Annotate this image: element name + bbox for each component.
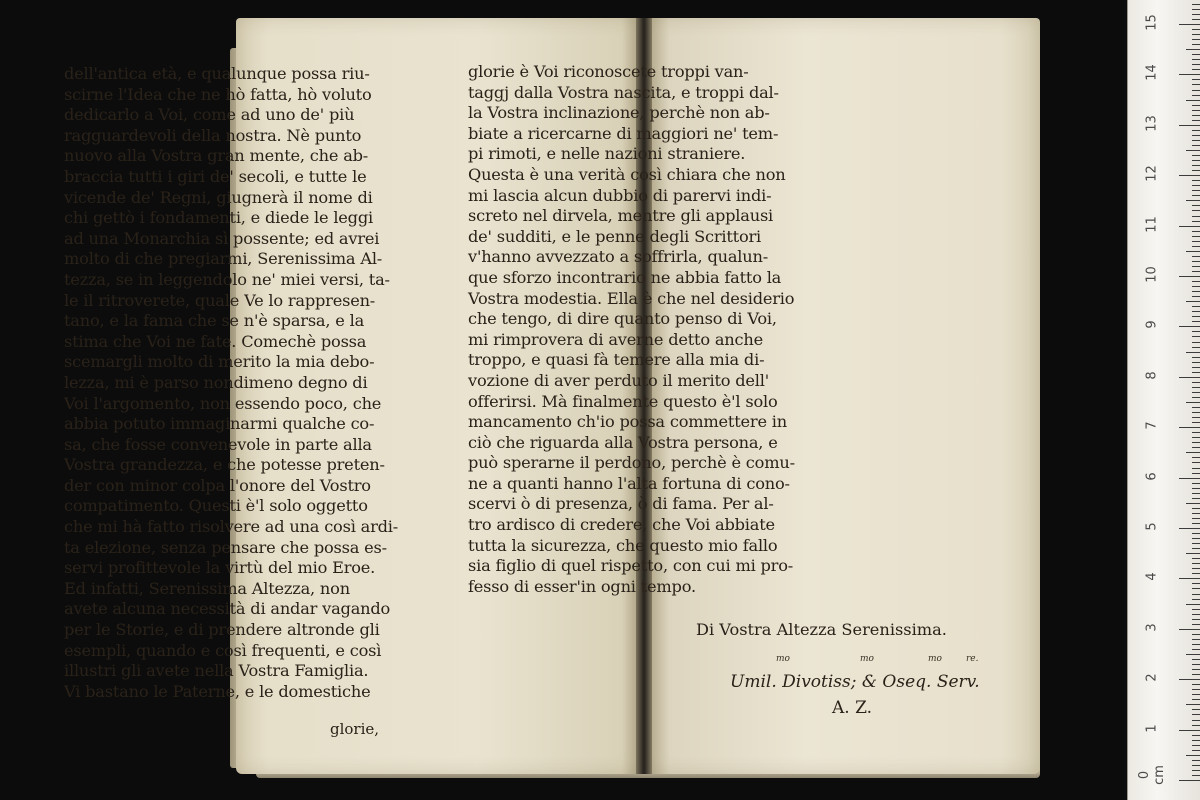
ruler-tick xyxy=(1192,422,1200,423)
ruler-tick xyxy=(1179,629,1200,630)
ruler-number: 6 xyxy=(1144,471,1160,481)
ruler-number: 11 xyxy=(1144,215,1160,233)
ruler-tick xyxy=(1192,367,1200,368)
text-line: ragguardevoli della nostra. Nè punto xyxy=(64,125,362,145)
ruler-tick xyxy=(1179,377,1200,378)
ruler-tick xyxy=(1192,210,1200,211)
ruler-tick xyxy=(1192,634,1200,635)
text-line: vozione di aver perduto il merito dell' xyxy=(468,370,769,390)
ruler-tick xyxy=(1192,538,1200,539)
ruler-number: 10 xyxy=(1144,266,1160,283)
ruler-tick xyxy=(1192,34,1200,35)
text-line: que sforzo incontrario ne abbia fatto la xyxy=(468,267,782,287)
ruler-tick xyxy=(1192,740,1200,741)
ruler-tick xyxy=(1192,548,1200,549)
ruler-tick xyxy=(1192,447,1200,448)
ruler-tick xyxy=(1192,518,1200,519)
text-line: Vi bastano le Paterne, e le domestiche xyxy=(64,681,371,701)
ruler-tick xyxy=(1192,170,1200,171)
ruler-tick xyxy=(1192,95,1200,96)
ruler-tick xyxy=(1192,190,1200,191)
ruler-tick xyxy=(1192,694,1200,695)
ruler-tick xyxy=(1192,296,1200,297)
ruler-tick xyxy=(1192,533,1200,534)
ruler-tick xyxy=(1192,407,1200,408)
text-line: esempli, quando e così frequenti, e così xyxy=(64,640,382,660)
ruler-tick xyxy=(1192,79,1200,80)
ruler-tick xyxy=(1186,150,1200,151)
ruler-tick xyxy=(1192,241,1200,242)
ruler-tick xyxy=(1192,558,1200,559)
ruler-tick xyxy=(1192,165,1200,166)
ruler-tick xyxy=(1192,331,1200,332)
text-line: che mi hà fatto risolvere ad una così ardi- xyxy=(64,517,399,537)
ruler-tick xyxy=(1192,286,1200,287)
ruler-unit-label: 0 cm xyxy=(1137,765,1167,785)
left-page-text xyxy=(64,64,399,702)
ruler-tick xyxy=(1192,442,1200,443)
ruler-tick xyxy=(1192,720,1200,721)
ruler-tick xyxy=(1192,236,1200,237)
ruler-tick xyxy=(1192,659,1200,660)
signature-superscript: re. xyxy=(966,654,979,664)
ruler-tick xyxy=(1186,301,1200,302)
ruler-tick xyxy=(1192,583,1200,584)
ruler-tick xyxy=(1192,488,1200,489)
text-line: le il ritroverete, quale Ve lo rappresen- xyxy=(64,290,376,310)
ruler-tick xyxy=(1192,664,1200,665)
ruler-tick xyxy=(1192,432,1200,433)
ruler-tick xyxy=(1192,205,1200,206)
ruler-tick xyxy=(1179,24,1200,25)
text-line: Vostra modestia. Ella è che nel desiderio xyxy=(468,288,795,308)
text-line: chi gettò i fondamenti, e diede le leggi xyxy=(64,208,373,228)
ruler-tick xyxy=(1179,74,1200,75)
ruler-tick xyxy=(1192,412,1200,413)
ruler-tick xyxy=(1192,372,1200,373)
ruler-tick xyxy=(1192,619,1200,620)
right-page-text xyxy=(468,62,798,597)
ruler-tick xyxy=(1192,120,1200,121)
text-line: dedicarlo a Voi, come ad uno de' più xyxy=(64,105,355,125)
text-line: taggj dalla Vostra nascita, e troppi dal- xyxy=(468,82,779,102)
ruler-tick xyxy=(1192,770,1200,771)
text-line: de' sudditi, e le penne degli Scrittori xyxy=(468,226,762,246)
ruler-tick xyxy=(1192,699,1200,700)
ruler-tick xyxy=(1192,644,1200,645)
ruler-tick xyxy=(1192,468,1200,469)
text-line: braccia tutti i giri de' secoli, e tutte le xyxy=(64,166,367,186)
ruler-tick xyxy=(1192,4,1200,5)
ruler-tick xyxy=(1192,563,1200,564)
ruler-tick xyxy=(1186,604,1200,605)
ruler-tick xyxy=(1186,200,1200,201)
ruler-tick xyxy=(1192,498,1200,499)
ruler-tick xyxy=(1192,437,1200,438)
text-line: ad una Monarchia sì possente; ed avrei xyxy=(64,228,380,248)
ruler-tick xyxy=(1192,90,1200,91)
ruler-tick xyxy=(1186,654,1200,655)
ruler-tick xyxy=(1192,115,1200,116)
ruler-tick xyxy=(1192,745,1200,746)
text-line: ne a quanti hanno l'alta fortuna di cono- xyxy=(468,473,790,493)
ruler-tick xyxy=(1192,231,1200,232)
ruler-tick xyxy=(1192,256,1200,257)
ruler-tick xyxy=(1192,760,1200,761)
ruler-tick xyxy=(1192,180,1200,181)
text-line: troppo, e quasi fà temere alla mia di- xyxy=(468,350,765,370)
ruler-tick xyxy=(1192,29,1200,30)
ruler-tick xyxy=(1192,387,1200,388)
ruler-tick xyxy=(1192,347,1200,348)
ruler-tick xyxy=(1192,336,1200,337)
ruler-tick xyxy=(1192,382,1200,383)
ruler-tick xyxy=(1192,357,1200,358)
ruler-tick xyxy=(1192,84,1200,85)
ruler-tick xyxy=(1192,321,1200,322)
ruler-tick xyxy=(1192,306,1200,307)
measurement-ruler xyxy=(1127,0,1200,800)
ruler-tick xyxy=(1192,523,1200,524)
ruler-tick xyxy=(1192,775,1200,776)
ruler-tick xyxy=(1192,69,1200,70)
text-line: fesso di esser'in ogni tempo. xyxy=(468,576,696,596)
text-line: può sperarne il perdono, perchè è comu- xyxy=(468,453,795,473)
ruler-tick xyxy=(1179,276,1200,277)
ruler-tick xyxy=(1192,609,1200,610)
ruler-tick xyxy=(1192,145,1200,146)
ruler-tick xyxy=(1192,689,1200,690)
ruler-tick xyxy=(1192,639,1200,640)
ruler-tick xyxy=(1192,185,1200,186)
ruler-tick xyxy=(1192,599,1200,600)
ruler-tick xyxy=(1192,392,1200,393)
text-line: vicende de' Regni, giugnerà il nome di xyxy=(64,187,373,207)
ruler-tick xyxy=(1192,54,1200,55)
text-line: sia figlio di quel rispetto, con cui mi pro- xyxy=(468,556,794,576)
text-line: illustri gli avete nella Vostra Famiglia. xyxy=(64,661,369,681)
ruler-number: 15 xyxy=(1144,14,1160,31)
ruler-number: 14 xyxy=(1144,64,1160,82)
ruler-tick xyxy=(1179,125,1200,126)
ruler-tick xyxy=(1186,402,1200,403)
text-line: screto nel dirvela, mentre gli applausi xyxy=(468,206,774,226)
ruler-tick xyxy=(1192,669,1200,670)
ruler-tick xyxy=(1192,568,1200,569)
ruler-tick xyxy=(1192,342,1200,343)
text-line: ta elezione, senza pensare che possa es- xyxy=(64,537,387,557)
ruler-tick xyxy=(1192,39,1200,40)
text-line: Voi l'argomento, non essendo poco, che xyxy=(64,393,382,413)
ruler-tick xyxy=(1192,462,1200,463)
text-line: v'hanno avvezzato a soffrirla, qualun- xyxy=(468,247,768,267)
ruler-tick xyxy=(1192,105,1200,106)
ruler-tick xyxy=(1192,765,1200,766)
text-line: glorie è Voi riconoscete troppi van- xyxy=(468,62,749,81)
ruler-tick xyxy=(1179,175,1200,176)
ruler-tick xyxy=(1186,352,1200,353)
ruler-tick xyxy=(1192,261,1200,262)
ruler-number: 5 xyxy=(1144,522,1160,531)
ruler-tick xyxy=(1192,160,1200,161)
ruler-number: 13 xyxy=(1144,115,1160,132)
text-line: tano, e la fama che se n'è sparsa, e la xyxy=(64,311,365,331)
ruler-tick xyxy=(1192,140,1200,141)
ruler-tick xyxy=(1186,503,1200,504)
ruler-tick xyxy=(1192,9,1200,10)
ruler-tick xyxy=(1192,674,1200,675)
ruler-tick xyxy=(1192,44,1200,45)
ruler-tick xyxy=(1192,709,1200,710)
ruler-tick xyxy=(1192,130,1200,131)
ruler-tick xyxy=(1186,49,1200,50)
ruler-tick xyxy=(1179,578,1200,579)
text-line: mancamento ch'io possa commettere in xyxy=(468,412,787,432)
ruler-tick xyxy=(1186,704,1200,705)
signature-line: Umil. Divotiss; & Oseq. Serv. xyxy=(730,672,980,692)
ruler-tick xyxy=(1192,735,1200,736)
text-line: der con minor colpa l'onore del Vostro xyxy=(64,475,371,495)
ruler-tick xyxy=(1192,14,1200,15)
ruler-tick xyxy=(1192,508,1200,509)
ruler-tick xyxy=(1179,780,1200,781)
text-line: biate a ricercarne di maggiori ne' tem- xyxy=(468,123,779,143)
ruler-tick xyxy=(1192,246,1200,247)
ruler-tick xyxy=(1192,221,1200,222)
ruler-tick xyxy=(1179,679,1200,680)
ruler-tick xyxy=(1192,281,1200,282)
ruler-tick xyxy=(1192,362,1200,363)
text-line: lezza, mi è parso nondimeno degno di xyxy=(64,372,368,392)
text-line: molto di che pregiarmi, Serenissima Al- xyxy=(64,249,383,269)
ruler-tick xyxy=(1192,266,1200,267)
catchword: glorie, xyxy=(330,720,380,738)
ruler-tick xyxy=(1192,750,1200,751)
text-line: pi rimoti, e nelle nazioni straniere. xyxy=(468,144,746,164)
ruler-tick xyxy=(1192,417,1200,418)
ruler-tick xyxy=(1186,452,1200,453)
ruler-tick xyxy=(1192,311,1200,312)
ruler-tick xyxy=(1192,483,1200,484)
ruler-tick xyxy=(1192,271,1200,272)
text-line: ciò che riguarda alla Vostra persona, e xyxy=(468,432,778,452)
ruler-tick xyxy=(1192,725,1200,726)
ruler-tick xyxy=(1192,624,1200,625)
signature-superscript: mo xyxy=(776,654,790,664)
ruler-tick xyxy=(1192,397,1200,398)
ruler-number: 2 xyxy=(1144,673,1160,682)
text-line: Vostra grandezza, e che potesse preten- xyxy=(64,455,385,475)
ruler-tick xyxy=(1179,226,1200,227)
ruler-tick xyxy=(1192,64,1200,65)
text-line: la Vostra inclinazione, perchè non ab- xyxy=(468,103,770,123)
text-line: Ed infatti, Serenissima Altezza, non xyxy=(64,578,350,598)
ruler-tick xyxy=(1192,19,1200,20)
ruler-tick xyxy=(1186,251,1200,252)
text-line: tezza, se in leggendolo ne' miei versi, ta- xyxy=(64,269,390,289)
ruler-tick xyxy=(1192,135,1200,136)
text-line: nuovo alla Vostra gran mente, che ab- xyxy=(64,146,369,166)
ruler-tick xyxy=(1192,614,1200,615)
ruler-tick xyxy=(1179,326,1200,327)
ruler-tick xyxy=(1192,457,1200,458)
text-line: mi rimprovera di averne detto anche xyxy=(468,329,763,349)
ruler-tick xyxy=(1192,316,1200,317)
text-line: compatimento. Questi è'l solo oggetto xyxy=(64,496,368,516)
ruler-number: 8 xyxy=(1144,371,1160,380)
ruler-tick xyxy=(1179,478,1200,479)
text-line: scemargli molto di merito la mia debo- xyxy=(64,352,375,372)
text-line: tutta la sicurezza, che questo mio fallo xyxy=(468,535,778,555)
text-line: Questa è una verità così chiara che non xyxy=(468,164,786,184)
text-line: sa, che fosse convenevole in parte alla xyxy=(64,434,372,454)
ruler-tick xyxy=(1192,493,1200,494)
text-line: servi profittevole la virtù del mio Eroe. xyxy=(64,558,376,578)
ruler-tick xyxy=(1192,110,1200,111)
ruler-tick xyxy=(1192,573,1200,574)
ruler-tick xyxy=(1179,730,1200,731)
text-line: mi lascia alcun dubbio di parervi indi- xyxy=(468,185,772,205)
ruler-tick xyxy=(1186,100,1200,101)
ruler-tick xyxy=(1179,427,1200,428)
ruler-tick xyxy=(1192,473,1200,474)
text-line: dell'antica età, e qualunque possa riu- xyxy=(64,64,370,83)
text-line: che tengo, di dire quanto penso di Voi, xyxy=(468,309,777,329)
ruler-tick xyxy=(1192,684,1200,685)
ruler-number: 9 xyxy=(1144,320,1160,330)
ruler-number: 1 xyxy=(1144,723,1160,733)
ruler-tick xyxy=(1179,528,1200,529)
ruler-tick xyxy=(1192,714,1200,715)
ruler-tick xyxy=(1186,755,1200,756)
signature-initials: A. Z. xyxy=(832,698,873,718)
ruler-tick xyxy=(1192,513,1200,514)
text-line: avete alcuna necessità di andar vagando xyxy=(64,599,391,619)
signature-superscript: mo xyxy=(928,654,942,664)
ruler-tick xyxy=(1186,553,1200,554)
text-line: tro ardisco di credere, che Voi abbiate xyxy=(468,515,775,535)
ruler-tick xyxy=(1192,291,1200,292)
ruler-tick xyxy=(1192,155,1200,156)
text-line: abbia potuto immaginarmi qualche co- xyxy=(64,414,375,434)
text-line: stima che Voi ne fate. Comechè possa xyxy=(64,331,367,351)
signature-superscript: mo xyxy=(860,654,874,664)
ruler-number: 3 xyxy=(1144,623,1160,632)
ruler-number: 7 xyxy=(1144,421,1160,430)
ruler-tick xyxy=(1192,588,1200,589)
text-line: per le Storie, e di prendere altronde gli xyxy=(64,620,380,640)
ruler-tick xyxy=(1192,594,1200,595)
ruler-tick xyxy=(1192,543,1200,544)
text-line: scervi ò di presenza, ò di fama. Per al- xyxy=(468,494,774,514)
closing-line: Di Vostra Altezza Serenissima. xyxy=(696,620,947,639)
ruler-number: 12 xyxy=(1144,165,1160,182)
ruler-tick xyxy=(1192,216,1200,217)
ruler-tick xyxy=(1192,59,1200,60)
ruler-tick xyxy=(1192,649,1200,650)
ruler-number: 4 xyxy=(1144,572,1160,582)
text-line: offerirsi. Mà finalmente questo è'l solo xyxy=(468,391,778,411)
ruler-tick xyxy=(1192,195,1200,196)
text-line: scirne l'Idea che ne hò fatta, hò voluto xyxy=(64,84,372,104)
